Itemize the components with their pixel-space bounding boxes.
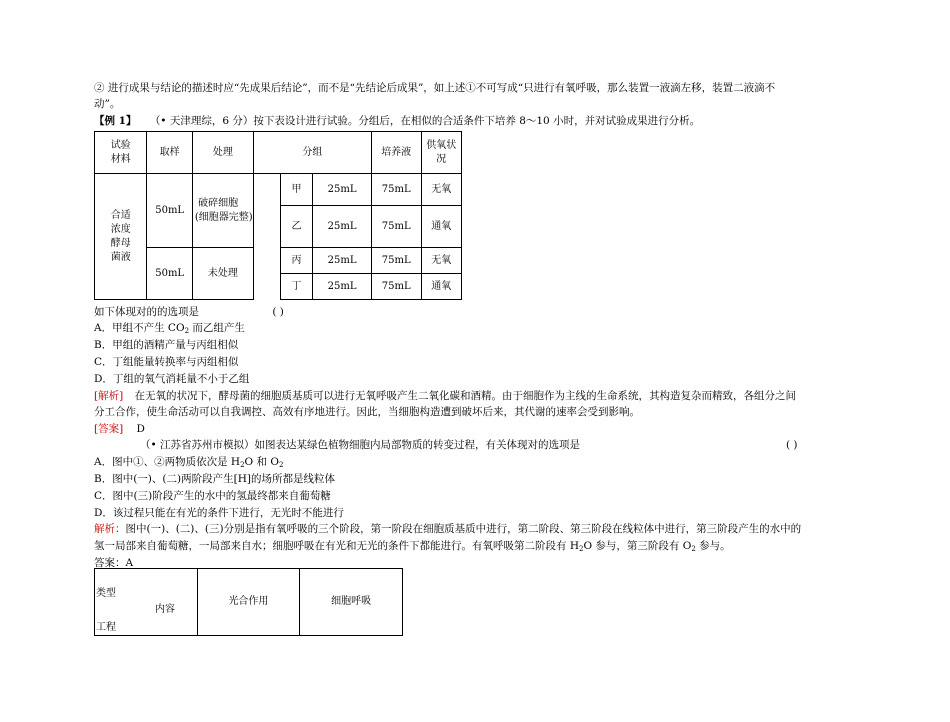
question-text: 如下体现对的的选项是 bbox=[94, 306, 199, 318]
ex2-analysis-line-1: 解析：图中(一)、(二)、(三)分别是指有氧呼吸的三个阶段，第一阶段在细胞质基质中进行，第二阶段、第三阶段在线粒体中进行，第三阶段产生的水中的 bbox=[94, 523, 802, 535]
example-label: 【例 1】 bbox=[94, 115, 137, 127]
answer-label: [答案] bbox=[94, 423, 124, 435]
oxygen-condition: 无氧 bbox=[421, 248, 461, 274]
analysis-line-2: 分工合作，使生命活动可以自我调控、高效有序地进行。因此，当细胞构造遭到破坏后来，其代谢的速率会受到影响。 bbox=[94, 406, 640, 418]
group-name: 乙 bbox=[280, 206, 313, 248]
experiment-table bbox=[94, 131, 462, 300]
group-volume: 25mL bbox=[313, 206, 371, 248]
diag-item-label: 工程 bbox=[96, 622, 116, 633]
group-name: 甲 bbox=[280, 174, 313, 206]
answer-line bbox=[94, 423, 145, 436]
group-volume: 25mL bbox=[313, 174, 371, 206]
answer-value: D bbox=[136, 423, 145, 435]
treatment-cell: 破碎细胞 (细胞器完整) bbox=[192, 174, 253, 248]
analysis-line-1: [解析] 在无氧的状况下，酵母菌的细胞质基质可以进行无氧呼吸产生二氧化碳和酒精。由于细胞作为主线的生命系统，其构造复杂而精致，各组分之间 bbox=[94, 390, 797, 402]
diag-type-label: 类型 bbox=[96, 588, 116, 599]
diagonal-header-cell bbox=[95, 569, 198, 636]
intro-line-1: ② 进行成果与结论的描述时应“先成果后结论”，而不是“先结论后成果”，如上述①不可写成“只进行有氧呼吸，那么装置一液滴左移，装置二液滴不 bbox=[94, 82, 776, 94]
ex2-option-a: A．图中①、②两物质依次是 $H_2O$ 和 $O_2$ bbox=[94, 456, 284, 469]
example1-stem bbox=[94, 115, 700, 128]
ex2-analysis-line-2: 氢一局部来自葡萄糖，一局部来自水；细胞呼吸在有光和无光的条件下都能进行。有氧呼吸第二阶段有 $H_2O$ 参与，第三阶段有 $O_2$ 参与。 bbox=[94, 540, 731, 553]
header-material: 试验 材料 bbox=[95, 132, 147, 174]
ex2-option-c: C．图中(三)阶段产生的水中的氢最终都来自葡萄糖 bbox=[94, 490, 331, 502]
option-d: D．丁组的氧气消耗量不小于乙组 bbox=[94, 373, 250, 385]
example2-blank: ( ) bbox=[786, 439, 798, 451]
comparison-table bbox=[94, 568, 403, 636]
ex2-option-b: B．图中(一)、(二)两阶段产生[H]的场所都是线粒体 bbox=[94, 473, 335, 485]
header-treatment: 处理 bbox=[192, 132, 253, 174]
oxygen-condition: 通氧 bbox=[421, 274, 461, 300]
oxygen-condition: 无氧 bbox=[421, 174, 461, 206]
medium-volume: 75mL bbox=[371, 248, 421, 274]
oxygen-condition: 通氧 bbox=[421, 206, 461, 248]
treatment-cell: 未处理 bbox=[192, 248, 253, 300]
medium-volume: 75mL bbox=[371, 174, 421, 206]
option-b: B．甲组的酒精产量与丙组相似 bbox=[94, 339, 239, 351]
analysis-label: [解析] bbox=[94, 390, 124, 402]
diag-content-label: 内容 bbox=[155, 604, 175, 615]
ex2-option-d: D．该过程只能在有光的条件下进行，无光时不能进行 bbox=[94, 507, 344, 519]
group-name: 丙 bbox=[280, 248, 313, 274]
group-volume: 25mL bbox=[313, 248, 371, 274]
medium-volume: 75mL bbox=[371, 206, 421, 248]
question-line bbox=[94, 306, 284, 319]
option-c: C．丁组能量转换率与丙组相似 bbox=[94, 356, 239, 368]
header-medium: 培养液 bbox=[371, 132, 421, 174]
option-a: A．甲组不产生 $CO_2$ 而乙组产生 bbox=[94, 322, 245, 335]
col-photosynthesis: 光合作用 bbox=[197, 569, 300, 636]
group-volume: 25mL bbox=[313, 274, 371, 300]
col-respiration: 细胞呼吸 bbox=[300, 569, 403, 636]
sample-cell: 50mL bbox=[147, 248, 193, 300]
ex2-answer: 答案：A bbox=[94, 557, 134, 569]
header-sample: 取样 bbox=[147, 132, 193, 174]
analysis-label: 解析： bbox=[94, 523, 126, 535]
example-stem-text: （• 天津理综，6 分）按下表设计进行试验。分组后，在相似的合适条件下培养 8～10 小时，并对试验成果进行分析。 bbox=[149, 115, 701, 127]
group-name: 丁 bbox=[280, 274, 313, 300]
intro-line-2: 动”。 bbox=[94, 98, 121, 110]
medium-volume: 75mL bbox=[371, 274, 421, 300]
header-oxygen: 供氧状 况 bbox=[421, 132, 461, 174]
example2-stem: （• 江苏省苏州市模拟）如图表达某绿色植物细胞内局部物质的转变过程，有关体现对的选项是 bbox=[140, 439, 581, 451]
material-cell: 合适 浓度 酵母 菌液 bbox=[95, 174, 147, 300]
answer-blank: ( ) bbox=[272, 306, 284, 318]
header-group: 分组 bbox=[253, 132, 371, 174]
sample-cell: 50mL bbox=[147, 174, 193, 248]
